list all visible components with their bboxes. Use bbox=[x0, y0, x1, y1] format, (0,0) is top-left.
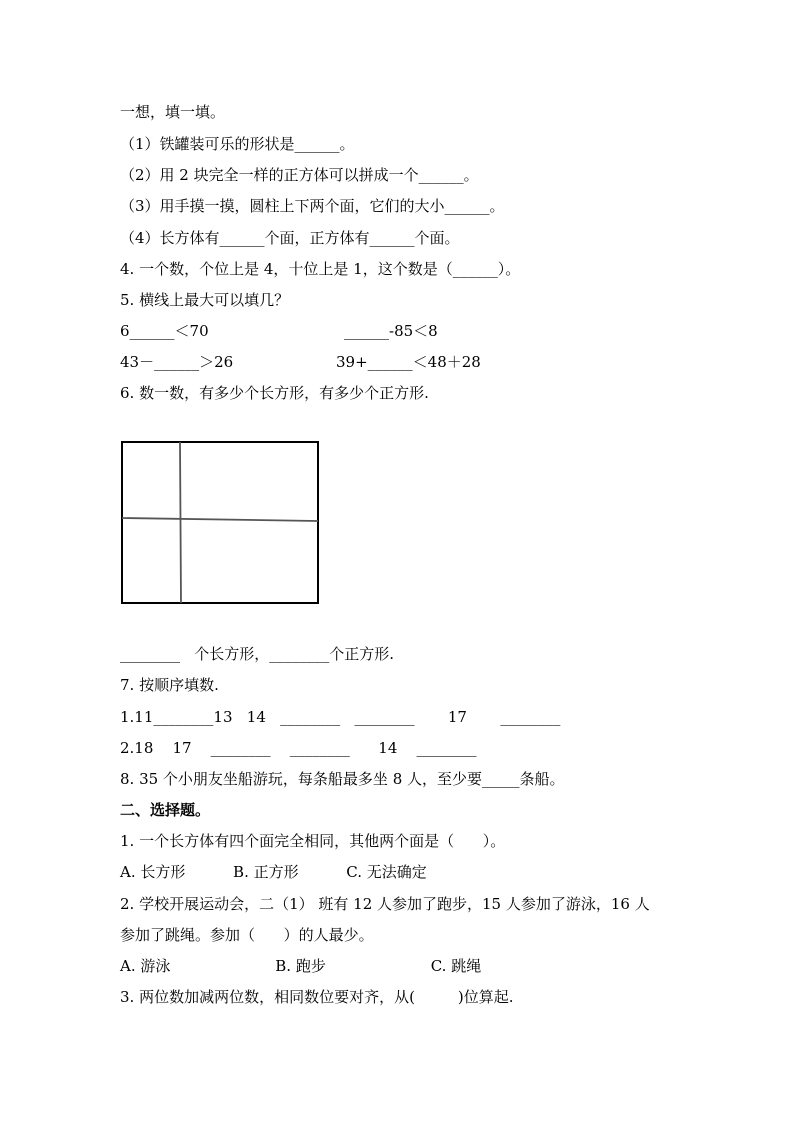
choice-question-2-line1: 2. 学校开展运动会，二（1） 班有 12 人参加了跑步，15 人参加了游泳，16 人 bbox=[120, 895, 650, 913]
question-7-1: 1.11________13 14 ________ ________ 17 ________ bbox=[120, 708, 561, 726]
vertical-divider bbox=[180, 442, 181, 603]
question-5b: ______-85＜8 bbox=[344, 322, 438, 340]
question-4: 4. 一个数，个位上是 4，十位上是 1，这个数是（______）。 bbox=[120, 260, 521, 278]
rectangle-figure bbox=[120, 440, 320, 606]
section1-heading: 一想，填一填。 bbox=[120, 103, 226, 121]
question-6: 6. 数一数，有多少个长方形，有多少个正方形. bbox=[120, 384, 429, 402]
question-8: 8. 35 个小朋友坐船游玩，每条船最多坐 8 人，至少要_____条船。 bbox=[120, 770, 565, 788]
horizontal-divider bbox=[122, 518, 318, 521]
choice-question-3: 3. 两位数加减两位数，相同数位要对齐，从( )位算起. bbox=[120, 988, 514, 1006]
choice-question-1-options: A. 长方形 B. 正方形 C. 无法确定 bbox=[120, 863, 427, 881]
choice-question-1: 1. 一个长方体有四个面完全相同，其他两个面是（ ）。 bbox=[120, 832, 506, 850]
question-7: 7. 按顺序填数. bbox=[120, 676, 219, 694]
question-7-2: 2.18 17 ________ ________ 14 ________ bbox=[120, 739, 477, 757]
question-1-2: （2）用 2 块完全一样的正方体可以拼成一个______。 bbox=[120, 166, 479, 184]
question-5c: 43－______＞26 bbox=[120, 353, 234, 371]
question-5d: 39+______＜48＋28 bbox=[336, 353, 481, 371]
choice-question-2-options: A. 游泳 B. 跑步 C. 跳绳 bbox=[120, 957, 482, 975]
outer-rectangle bbox=[122, 442, 318, 603]
question-5: 5. 横线上最大可以填几？ bbox=[120, 291, 290, 309]
question-1-1: （1）铁罐装可乐的形状是______。 bbox=[120, 135, 355, 153]
section2-heading: 二、选择题。 bbox=[120, 801, 211, 819]
question-1-3: （3）用手摸一摸，圆柱上下两个面，它们的大小______。 bbox=[120, 197, 505, 215]
choice-question-2-line2: 参加了跳绳。参加（ ）的人最少。 bbox=[120, 926, 374, 944]
question-6-answer: ________ 个长方形，________个正方形. bbox=[120, 645, 395, 663]
question-1-4: （4）长方体有______个面，正方体有______个面。 bbox=[120, 229, 460, 247]
question-5a: 6______＜70 bbox=[120, 322, 209, 340]
